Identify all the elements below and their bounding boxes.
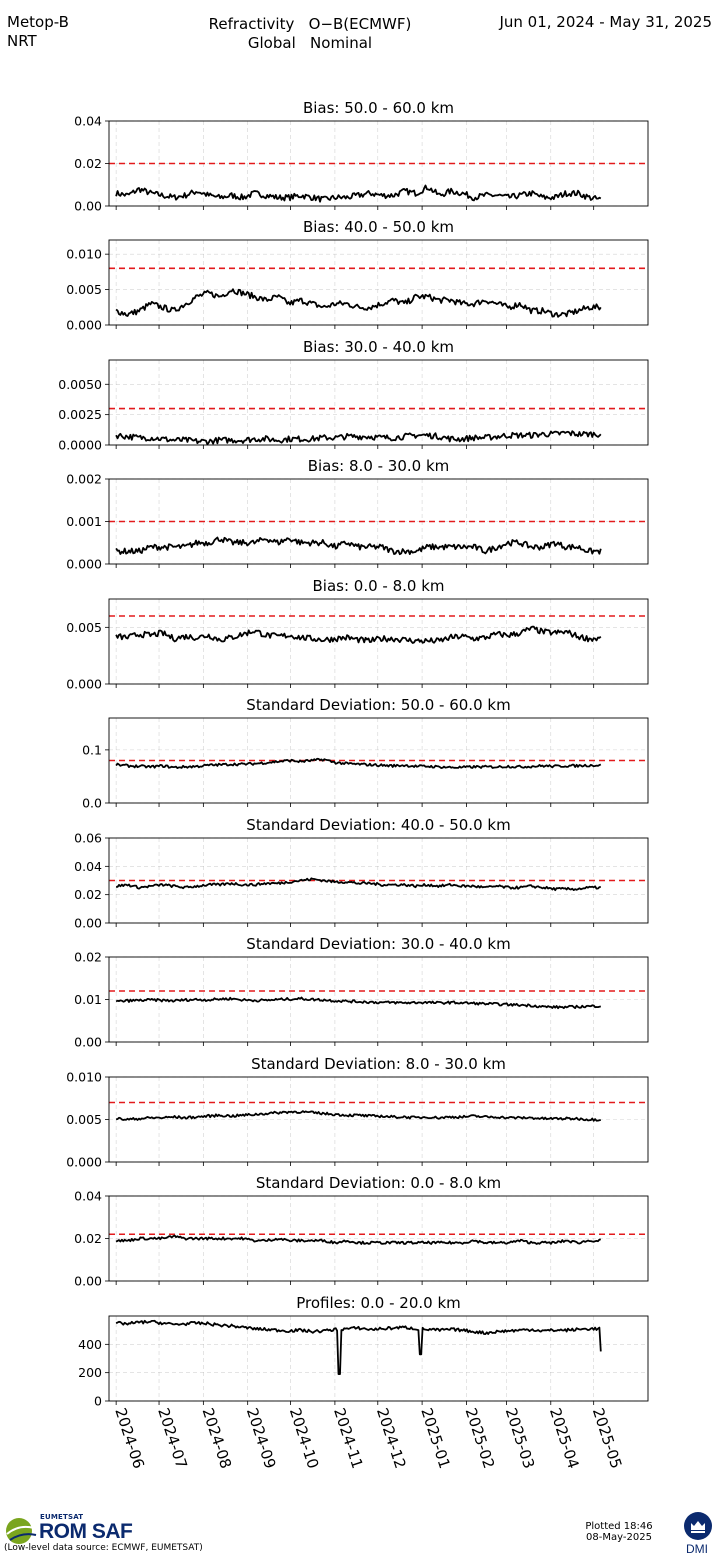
y-tick-label: 0.005 bbox=[66, 282, 102, 298]
y-tick-label: 0.04 bbox=[74, 1188, 102, 1204]
x-tick-label: 2025-01 bbox=[417, 1405, 454, 1471]
chart-title: Bias: 50.0 - 60.0 km bbox=[302, 99, 455, 117]
romsaf-globe-icon bbox=[4, 1516, 38, 1546]
series-line bbox=[116, 1321, 601, 1374]
y-tick-label: 0.000 bbox=[66, 676, 102, 692]
y-tick-label: 0.01 bbox=[74, 992, 102, 1007]
y-tick-label: 0.00 bbox=[74, 1034, 102, 1050]
x-tick-label: 2025-04 bbox=[545, 1405, 583, 1471]
y-tick-label: 0.04 bbox=[74, 113, 102, 129]
y-tick-label: 400 bbox=[78, 1336, 102, 1352]
y-tick-label: 200 bbox=[78, 1365, 102, 1381]
y-tick-label: 0.04 bbox=[74, 858, 102, 874]
x-tick-label: 2024-09 bbox=[242, 1405, 280, 1471]
y-tick-label: 0.00 bbox=[74, 198, 102, 214]
x-tick-label: 2024-11 bbox=[330, 1405, 367, 1471]
chart-title: Standard Deviation: 40.0 - 50.0 km bbox=[246, 816, 511, 834]
y-tick-label: 0.0025 bbox=[58, 407, 102, 423]
chart-title: Bias: 0.0 - 8.0 km bbox=[312, 577, 445, 595]
processing-mode: NRT bbox=[7, 32, 37, 50]
y-tick-label: 0.005 bbox=[66, 1112, 102, 1127]
y-tick-label: 0.00 bbox=[74, 1273, 102, 1289]
y-tick-label: 0.000 bbox=[66, 1154, 102, 1170]
y-tick-label: 0.010 bbox=[66, 246, 102, 262]
series-line bbox=[116, 538, 601, 555]
date-range: Jun 01, 2024 - May 31, 2025 bbox=[499, 13, 712, 31]
y-tick-label: 0.02 bbox=[74, 156, 102, 171]
y-tick-label: 0.02 bbox=[74, 887, 102, 903]
plotted-time: Plotted 18:46 bbox=[585, 1521, 653, 1532]
chart-title: Bias: 8.0 - 30.0 km bbox=[307, 457, 450, 475]
y-tick-label: 0.0000 bbox=[58, 437, 102, 453]
x-tick-label: 2024-07 bbox=[154, 1405, 191, 1471]
series-line bbox=[116, 431, 601, 444]
y-tick-label: 0.000 bbox=[66, 317, 102, 333]
series-line bbox=[116, 1236, 601, 1245]
series-line bbox=[116, 186, 601, 202]
chart-title: Profiles: 0.0 - 20.0 km bbox=[296, 1294, 461, 1312]
product-subtitle: Global Nominal bbox=[247, 34, 373, 52]
y-tick-label: 0.001 bbox=[66, 514, 102, 529]
data-source-note: (Low-level data source: ECMWF, EUMETSAT) bbox=[4, 1543, 203, 1553]
x-tick-label: 2025-03 bbox=[501, 1405, 539, 1471]
series-line bbox=[116, 627, 601, 643]
eumetsat-label: EUMETSAT bbox=[40, 1513, 84, 1521]
plot-frame bbox=[109, 599, 648, 684]
series-line bbox=[116, 878, 601, 890]
dmi-label: DMI bbox=[686, 1542, 708, 1556]
chart-title: Standard Deviation: 8.0 - 30.0 km bbox=[251, 1055, 506, 1073]
chart-title: Standard Deviation: 30.0 - 40.0 km bbox=[246, 935, 511, 953]
y-tick-label: 0.02 bbox=[74, 1231, 102, 1246]
y-tick-label: 0.1 bbox=[82, 742, 102, 758]
romsaf-logo-text: ROM SAF bbox=[39, 1520, 133, 1543]
x-tick-label: 2024-06 bbox=[111, 1405, 148, 1471]
x-tick-label: 2024-10 bbox=[285, 1405, 323, 1471]
plotted-date: 08-May-2025 bbox=[586, 1532, 652, 1543]
dmi-crown-icon bbox=[683, 1511, 713, 1541]
y-tick-label: 0.010 bbox=[66, 1069, 102, 1085]
y-tick-label: 0.06 bbox=[74, 830, 102, 846]
series-line bbox=[116, 759, 601, 768]
y-tick-label: 0.005 bbox=[66, 619, 102, 635]
x-tick-label: 2025-05 bbox=[588, 1405, 626, 1471]
y-tick-label: 0 bbox=[94, 1393, 102, 1409]
y-tick-label: 0.00 bbox=[74, 915, 102, 931]
x-tick-label: 2024-12 bbox=[372, 1405, 410, 1471]
x-tick-label: 2024-08 bbox=[198, 1405, 236, 1471]
y-tick-label: 0.0050 bbox=[58, 376, 102, 392]
y-tick-label: 0.000 bbox=[66, 556, 102, 572]
chart-title: Bias: 40.0 - 50.0 km bbox=[302, 218, 455, 236]
satellite-name: Metop-B bbox=[7, 13, 69, 31]
y-tick-label: 0.0 bbox=[82, 795, 102, 811]
series-line bbox=[116, 998, 601, 1009]
y-tick-label: 0.002 bbox=[66, 471, 102, 487]
product-title: Refractivity O−B(ECMWF) bbox=[208, 15, 412, 33]
y-tick-label: 0.02 bbox=[74, 949, 102, 965]
chart-title: Bias: 30.0 - 40.0 km bbox=[302, 338, 455, 356]
chart-title: Standard Deviation: 50.0 - 60.0 km bbox=[246, 696, 511, 714]
x-tick-label: 2025-02 bbox=[461, 1405, 499, 1471]
plotted-timestamp bbox=[581, 1521, 657, 1543]
series-line bbox=[116, 289, 601, 317]
chart-title: Standard Deviation: 0.0 - 8.0 km bbox=[255, 1174, 502, 1192]
